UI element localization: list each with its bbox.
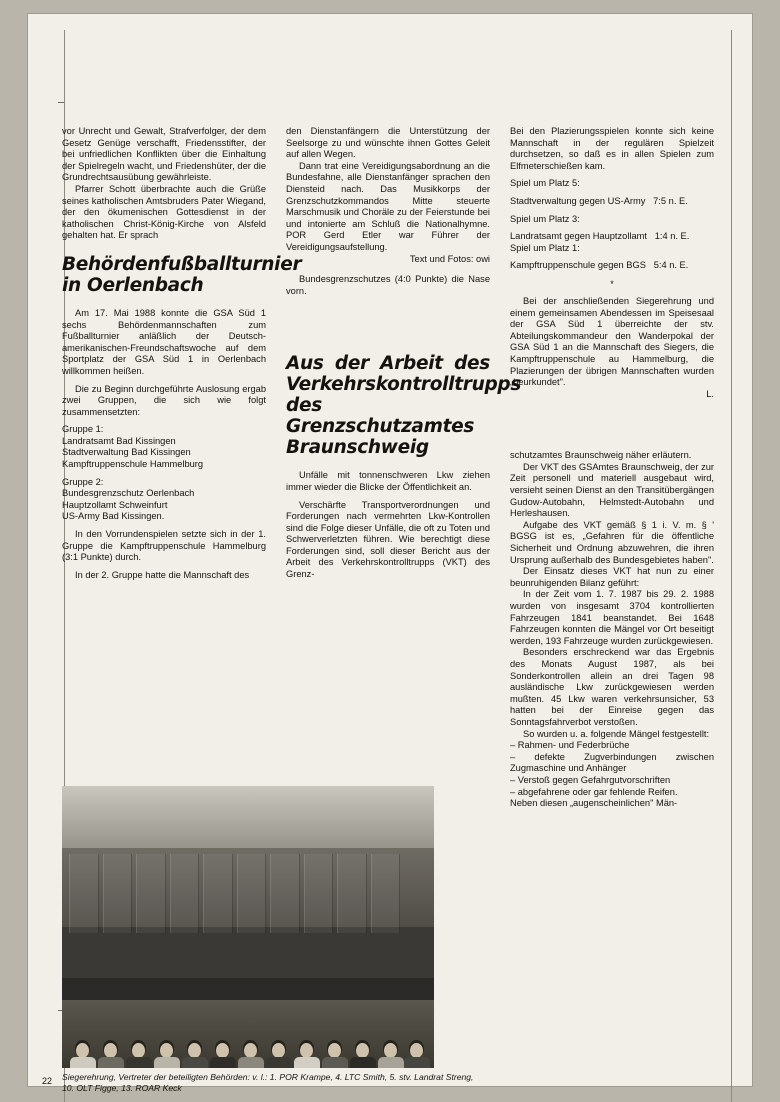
group2-item-0: Bundesgrenzschutz Oerlenbach	[62, 488, 195, 499]
col1-para6: In der 2. Gruppe hatte die Mannschaft des	[75, 569, 250, 580]
photo-caption: Siegerehrung, Vertreter der beteiligten Behörden: v. l.: 1. POR Krampe, 4. LTC Smith, 5. stv. Landrat Streng, 10. OLT Figge, 13. ROAR Keck	[62, 1072, 474, 1093]
result-0-match: Stadtverwaltung gegen US-Army	[510, 195, 646, 206]
col3-para2: Bei der anschließenden Siegerehrung und einem gemeinsamen Abendessen im Speisesaal der GSA Süd 1 überreichte der stv. Abteilungskommandeur den Wanderpokal der GSA Süd 1 an die Mannschaft des Siegers, die Kampftruppenschule au Hammelburg, die Plazierungen der übrigen Mannschaften wurden „beurkundet".	[510, 295, 714, 388]
col2-para4: Unfälle mit tonnenschweren Lkw ziehen immer wieder die Blicke der Öffentlichkeit an.	[286, 470, 490, 492]
right-rule	[731, 30, 732, 1102]
column-one	[62, 126, 302, 581]
photo-panel	[170, 854, 200, 933]
headline-fussballturnier: Behördenfußballturnier in Oerlenbach	[62, 253, 302, 296]
col3-para1: Bei den Plazierungsspielen konnte sich keine Mannschaft in der regulären Spielzeit durchsetzen, so daß es in allen Spielen zum Elfmeterschießen kam.	[510, 126, 714, 171]
defect-item-1: – defekte Zugverbindungen zwischen Zugmaschine und Anhänger	[510, 751, 714, 774]
col2-para3: Bundesgrenzschutzes (4:0 Punkte) die Nase vorn.	[286, 274, 490, 296]
col3-para4: Der VKT des GSAmtes Braunschweig, der zur Zeit personell und materiell ausgebaut wird, versieht seinen Dienst an den Transitübergängen Gudow-Autobahn, Helmstedt-Autobahn und Herleshausen.	[510, 461, 714, 519]
section-separator-star: *	[610, 278, 614, 289]
col3-para9: So wurden u. a. folgende Mängel festgestellt:	[523, 728, 710, 739]
photo-wall-lower	[62, 927, 434, 978]
defect-item-0: – Rahmen- und Federbrüche	[510, 740, 630, 751]
group2-item-1: Hauptzollamt Schweinfurt	[62, 499, 168, 510]
group1-item-0: Landratsamt Bad Kissingen	[62, 435, 176, 446]
photo-panel	[270, 854, 300, 933]
col3-para3: schutzamtes Braunschweig näher erläutern.	[510, 450, 692, 461]
result-2-match: Kampftruppenschule gegen BGS	[510, 260, 646, 271]
column-three	[510, 126, 714, 810]
defect-item-3: – abgefahrene oder gar fehlende Reifen.	[510, 786, 678, 797]
group2-item-2: US-Army Bad Kissingen.	[62, 511, 165, 522]
photo-panel	[371, 854, 401, 933]
result-2-row	[510, 260, 714, 272]
photo-panel	[103, 854, 133, 933]
group1-label: Gruppe 1:	[62, 424, 104, 435]
photo-credit: Text und Fotos: owi	[409, 253, 490, 264]
headline-verkehrskontrolltrupp: Aus der Arbeit des Verkehrskontrolltrupps des Grenzschutzamtes Braunschweig	[286, 353, 522, 459]
photo-panel	[337, 854, 367, 933]
col1-para1: vor Unrecht und Gewalt, Strafverfolger, der dem Gesetz Genüge verschafft, Friedensstifter, der bei unfriedlichen Konflikten über die Einhaltung der Spielregeln wacht, und Friedenshüter, der die Grundrechtsausübung gewährleiste.	[62, 126, 266, 183]
result-1-match: Landratsamt gegen Hauptzollamt	[510, 231, 647, 242]
col3-para7: In der Zeit vom 1. 7. 1987 bis 29. 2. 1988 wurden von insgesamt 3704 kontrollierten Fahrzeugen 1841 beanstandet. Bei 1648 Fahrzeugen konnten die Mängel vor Ort beseitigt werden, 193 Fahrzeuge wurden zurückgewiesen.	[510, 589, 714, 646]
result-2-score: 5:4 n. E.	[653, 260, 689, 271]
magazine-page	[28, 14, 752, 1093]
photo-panel	[237, 854, 267, 933]
col2-para5: Verschärfte Transportverordnungen und Forderungen nach vermehrten Lkw-Kontrollen sind die Folge dieser Unfälle, die oft zu Toten und Schwerverletzten führen. Wie berechtigt diese Forderungen sind, soll dieser Bericht aus der Arbeit des Verkehrskontrolltrupps (VKT) des Grenz-	[286, 499, 490, 580]
photo-panel	[203, 854, 233, 933]
defect-item-2: – Verstoß gegen Gefahrgutvorschriften	[510, 774, 671, 785]
col3-para6: Der Einsatz dieses VKT hat nun zu einer beunruhigenden Bilanz geführt:	[510, 566, 714, 588]
col1-para5: In den Vorrundenspielen setzte sich in der 1. Gruppe die Kampftruppenschule Hammelburg (3:1 Punkte) durch.	[62, 529, 266, 563]
photo-panel	[136, 854, 166, 933]
crop-tick-top	[58, 102, 64, 103]
col1-para4: Die zu Beginn durchgeführte Auslosung ergab zwei Gruppen, die sich wie folgt zusammensetzten:	[62, 383, 266, 417]
column-two	[286, 126, 522, 581]
col3-para5: Aufgabe des VKT gemäß § 1 i. V. m. § ' BGSG ist es, „Gefahren für die öffentliche Sicherheit und Ordnung abzuwehren, die ihren Ursprung außerhalb des Bundesgebietes haben".	[510, 519, 714, 565]
col3-para10: Neben diesen „augenscheinlichen" Män-	[510, 798, 678, 809]
result-1-row	[510, 231, 714, 243]
photo-panel	[69, 854, 99, 933]
result-1-label: Spiel um Platz 3:	[510, 213, 580, 224]
result-0-score: 7:5 n. E.	[653, 195, 688, 206]
col1-para3: Am 17. Mai 1988 konnte die GSA Süd 1 sechs Behördenmannschaften zum Fußballturnier anläßlich der Deutsch-amerikanischen-Freundschaftswoche auf dem Sportplatz der GSA Süd 1 in Oerlenbach willkommen heißen.	[62, 307, 266, 376]
photo-panel	[304, 854, 334, 933]
result-1-score: 1:4 n. E.	[654, 231, 690, 242]
group1-item-2: Kampftruppenschule Hammelburg	[62, 459, 204, 470]
col3-signature: L.	[706, 388, 714, 399]
result-2-label: Spiel um Platz 1:	[510, 242, 580, 253]
page-number: 22	[42, 1076, 53, 1086]
col2-para2: Dann trat eine Vereidigungsabordnung an die Bundesfahne, alle Dienstanfänger sprachen den Diensteid nach. Das Musikkorps der Grenzschutzkommandos Mitte steuerte Marschmusik und Choräle zu der Feierstunde bei und intonierte am Schluß die Nationalhymne. POR Gerd Etler war Führer der Vereidigungsaufstellung.	[286, 160, 490, 252]
result-0-row	[510, 196, 714, 208]
col1-para2: Pfarrer Schott überbrachte auch die Grüße seines katholischen Amtsbruders Pater Wiegand, der den ökumenischen Gottesdienst in der katholischen Christ-König-Kirche von Alsfeld gehalten hat. Er sprach	[62, 183, 266, 241]
result-0-label: Spiel um Platz 5:	[510, 178, 580, 189]
award-ceremony-photo	[62, 786, 434, 1068]
group1-item-1: Stadtverwaltung Bad Kissingen	[62, 447, 191, 458]
group2-label: Gruppe 2:	[62, 476, 104, 487]
col3-para8: Besonders erschreckend war das Ergebnis des Monats August 1987, als bei Sonderkontrollen allein an drei Tagen 98 ausländische Lkw zurückgewiesen werden mußten. 45 Lkw waren verkehrsunsicher, 53 hatten bei der Einreise gegen das Sonntagsfahrverbot verstoßen.	[510, 647, 714, 727]
col2-para1: den Dienstanfängern die Unterstützung der Seelsorge zu und wünschte ihnen Gottes Geleit auf allen Wegen.	[286, 126, 490, 160]
